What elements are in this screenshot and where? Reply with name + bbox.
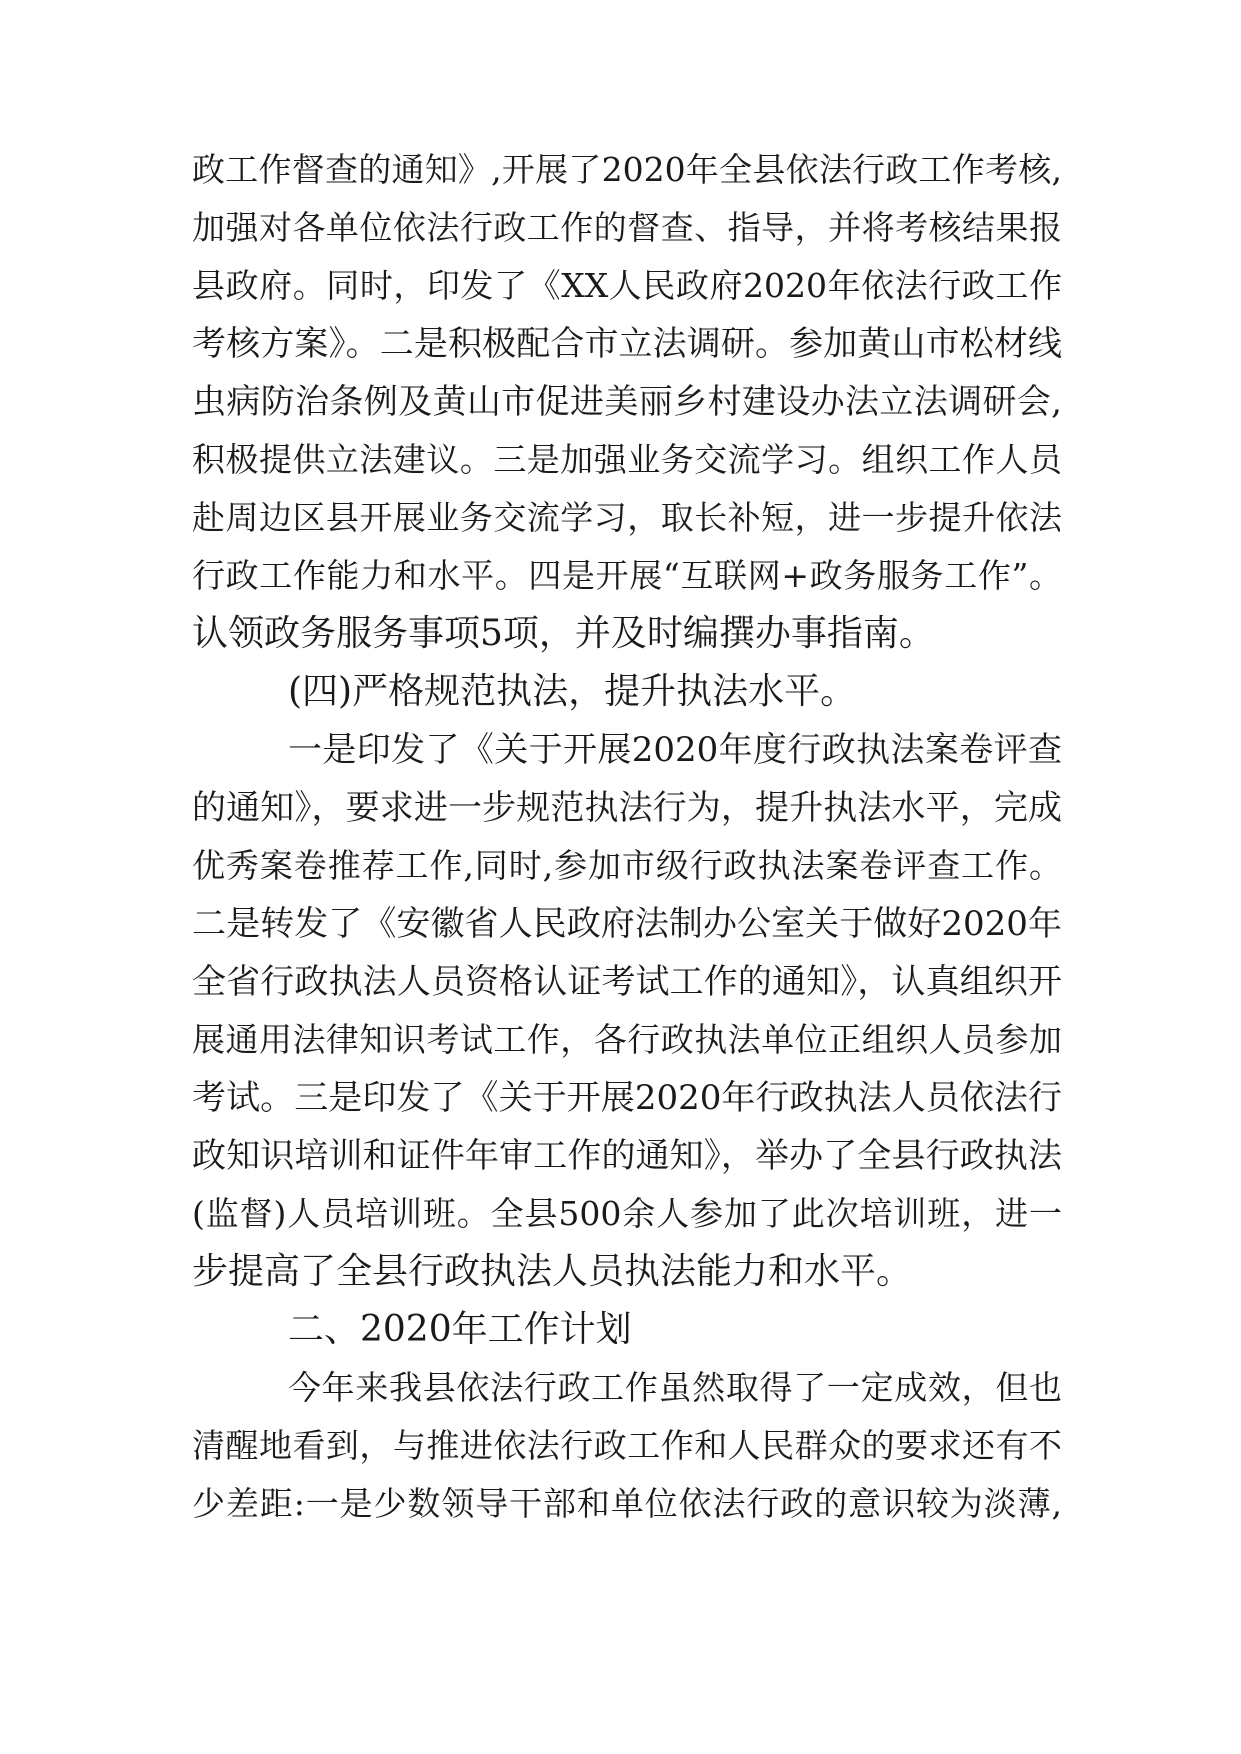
- body-text-line: 全省行政执法人员资格认证考试工作的通知》，认真组织开: [192, 962, 1062, 1002]
- body-text-line: 虫病防治条例及黄山市促进美丽乡村建设办法立法调研会,: [192, 382, 1062, 422]
- body-text-line: 加强对各单位依法行政工作的督查、指导，并将考核结果报: [192, 208, 1062, 247]
- body-text-line: 步提高了全县行政执法人员执法能力和水平。: [192, 1251, 913, 1292]
- body-text-line: 赴周边区县开展业务交流学习，取长补短，进一步提升依法: [192, 498, 1062, 537]
- body-text-line: 优秀案卷推荐工作,同时,参加市级行政执法案卷评查工作。: [192, 846, 1062, 885]
- body-text-line: 的通知》，要求进一步规范执法行为，提升执法水平，完成: [192, 788, 1062, 828]
- body-text-line: 清醒地看到，与推进依法行政工作和人民群众的要求还有不: [192, 1426, 1062, 1465]
- body-text-line: 一是印发了《关于开展2020年度行政执法案卷评查: [288, 730, 1062, 770]
- body-text-line: 展通用法律知识考试工作，各行政执法单位正组织人员参加: [192, 1020, 1062, 1059]
- body-text-line: 二是转发了《安徽省人民政府法制办公室关于做好2020年: [192, 904, 1062, 944]
- body-text-line: 政知识培训和证件年审工作的通知》，举办了全县行政执法: [192, 1136, 1062, 1176]
- section-heading: 二、2020年工作计划: [288, 1309, 632, 1350]
- body-text-line: 政工作督查的通知》,开展了2020年全县依法行政工作考核,: [192, 150, 1062, 189]
- body-text-line: 考核方案》。二是积极配合市立法调研。参加黄山市松材线: [192, 324, 1062, 364]
- body-text-line: 行政工作能力和水平。四是开展“互联网+政务服务工作”。: [192, 556, 1062, 595]
- body-text-line: (监督)人员培训班。全县500余人参加了此次培训班，进一: [192, 1194, 1062, 1233]
- body-text-line: 少差距:一是少数领导干部和单位依法行政的意识较为淡薄,: [192, 1484, 1062, 1523]
- body-text-line: 今年来我县依法行政工作虽然取得了一定成效，但也: [288, 1368, 1062, 1407]
- body-text-line: 考试。三是印发了《关于开展2020年行政执法人员依法行: [192, 1078, 1062, 1118]
- body-text-line: 认领政务服务事项5项，并及时编撰办事指南。: [192, 613, 935, 654]
- body-text-line: 积极提供立法建议。三是加强业务交流学习。组织工作人员: [192, 440, 1062, 479]
- section-heading: (四)严格规范执法，提升执法水平。: [288, 671, 857, 712]
- body-text-line: 县政府。同时，印发了《XX人民政府2020年依法行政工作: [192, 266, 1062, 305]
